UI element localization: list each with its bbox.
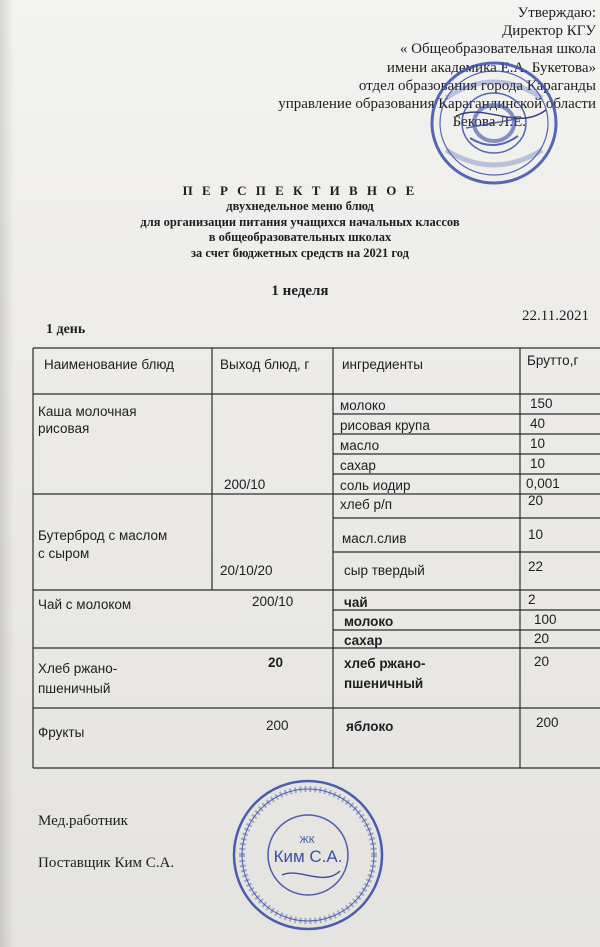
dish-1-gross-4: 10 <box>530 456 546 471</box>
director-title: Директор КГУ <box>502 23 596 40</box>
dish-1-name-line-1: Каша молочная <box>38 404 137 419</box>
dish-3-gross-1: 2 <box>528 592 536 607</box>
title-main: П Е Р С П Е К Т И В Н О Е <box>182 183 418 198</box>
dish-1-gross-1: 150 <box>530 396 553 411</box>
education-department: отдел образования города Караганды <box>358 77 596 94</box>
dish-1-gross-3: 10 <box>530 436 546 451</box>
approver-name: Бекова Л.Е. <box>452 114 526 131</box>
dish-5-ingredient-1: яблоко <box>346 719 394 734</box>
supplier-seal-stamp <box>228 775 388 935</box>
menu-date: 22.11.2021 <box>522 308 589 324</box>
dish-2-yield: 20/10/20 <box>220 563 273 578</box>
dish-1-yield: 200/10 <box>224 477 266 492</box>
dish-4-name-line-1: Хлеб ржано- <box>38 661 118 676</box>
title-line-2: двухнедельное меню блюд <box>226 199 374 213</box>
dish-1-ingredient-4: сахар <box>340 458 376 473</box>
title-line-4: в общеобразовательных школах <box>208 230 392 244</box>
dish-1-ingredient-2: рисовая крупа <box>340 418 430 433</box>
education-administration: управление образования Карагандинской области <box>278 96 596 113</box>
school-name: « Общеобразовательная школа <box>399 41 596 58</box>
header-dish-name: Наименование блюд <box>44 357 175 372</box>
dish-3-name: Чай с молоком <box>38 597 132 612</box>
dish-4-ingredient-1-line-1: хлеб ржано- <box>344 656 426 671</box>
stamp-letters: ЖК <box>299 835 315 846</box>
dish-3-ingredient-1: чай <box>344 595 368 610</box>
dish-4-name-line-2: пшеничный <box>38 681 111 696</box>
dish-2-ingredient-2: масл.слив <box>342 531 407 546</box>
approve-label: Утверждаю: <box>517 5 596 21</box>
week-label: 1 неделя <box>271 283 329 299</box>
dish-5-yield: 200 <box>266 718 289 733</box>
dish-2-gross-1: 20 <box>528 493 544 508</box>
title-line-5: за счет бюджетных средств на 2021 год <box>191 245 409 260</box>
dish-5-gross-1: 200 <box>536 715 559 730</box>
dish-3-ingredient-3: сахар <box>344 633 383 648</box>
dish-2-gross-3: 22 <box>528 559 544 574</box>
dish-1-ingredient-1: молоко <box>340 398 386 413</box>
dish-4-gross-1: 20 <box>534 654 550 669</box>
dish-2-name-line-2: с сыром <box>38 546 90 561</box>
dish-4-ingredient-1-line-2: пшеничный <box>344 676 424 691</box>
supplier-signature-label: Поставщик Ким С.А. <box>38 855 175 871</box>
header-yield: Выход блюд, г <box>220 357 310 372</box>
dish-1-ingredient-3: масло <box>340 438 380 453</box>
dish-2-ingredient-3: сыр твердый <box>344 563 425 578</box>
dish-1-ingredient-5: соль иодир <box>340 478 411 493</box>
dish-2-name-line-1: Бутерброд с маслом <box>38 528 168 543</box>
dish-3-gross-3: 20 <box>534 631 550 646</box>
dish-4-yield: 20 <box>268 655 284 670</box>
dish-1-name-line-2: рисовая <box>38 421 90 436</box>
day-label: 1 день <box>46 322 86 337</box>
dish-3-ingredient-2: молоко <box>344 614 394 629</box>
header-ingredients: ингредиенты <box>342 357 423 372</box>
header-gross: Брутто,г <box>527 353 579 368</box>
medic-signature-label: Мед.работник <box>38 813 128 829</box>
school-named-after: имени академика Е.А. Букетова» <box>386 59 596 76</box>
dish-2-ingredient-1: хлеб р/п <box>340 497 393 512</box>
dish-1-gross-2: 40 <box>530 416 546 431</box>
dish-3-gross-2: 100 <box>534 612 557 627</box>
stamp-name: Ким С.А. <box>273 847 343 866</box>
dish-5-name: Фрукты <box>38 725 85 740</box>
dish-3-yield: 200/10 <box>252 594 294 609</box>
dish-2-gross-2: 10 <box>528 527 544 542</box>
dish-1-gross-5: 0,001 <box>526 476 560 491</box>
title-line-3: для организации питания учащихся начальных классов <box>140 214 460 229</box>
